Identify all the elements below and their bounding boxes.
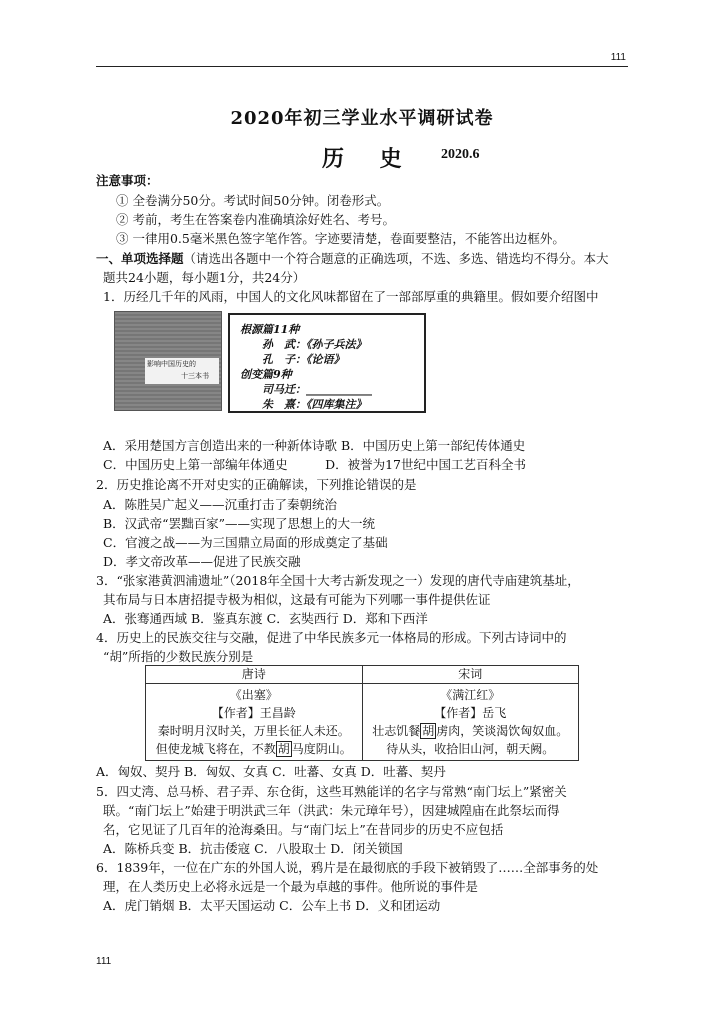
poem-cell-song bbox=[362, 684, 579, 761]
poem-author: 【作者】岳飞 bbox=[434, 706, 507, 720]
card-line: 孙 武：《孙子兵法》 bbox=[262, 338, 367, 351]
q2-option: A．陈胜吴广起义——沉重打击了秦朝统治 bbox=[103, 497, 338, 512]
q1-options: A．采用楚国方言创造出来的一种新体诗歌 B．中国历史上第一部纪传体通史 bbox=[103, 438, 526, 453]
q3-options: A．张骞通西域 B．鉴真东渡 C．玄奘西行 D．郑和下西洋 bbox=[103, 611, 428, 626]
poem-line bbox=[363, 722, 579, 740]
exam-title: 2020年初三学业水平调研试卷 bbox=[230, 108, 494, 129]
card-line: 司马迁：____________ bbox=[262, 383, 372, 396]
q6-stem: 6．1839年，一位在广东的外国人说，鸦片是在最彻底的手段下被销毁了……全部事务的处 bbox=[96, 860, 599, 875]
page-number-top: 111 bbox=[610, 52, 626, 63]
book-title-line1: 影响中国历史的 bbox=[147, 360, 196, 368]
q3-stem: 3．“张家港黄泗浦遗址”（2018年全国十大考古新发现之一）发现的唐代寺庙建筑基址， bbox=[96, 573, 580, 588]
q2-option: B．汉武帝“罢黜百家”——实现了思想上的大一统 bbox=[103, 516, 375, 531]
poem-line bbox=[146, 740, 362, 758]
poem-table bbox=[145, 665, 579, 761]
q6-options: A．虎门销烟 B．太平天国运动 C．公车上书 D．义和团运动 bbox=[103, 898, 441, 913]
boxed-character: 胡 bbox=[277, 742, 290, 756]
poem-text: 虏肉，笑谈渴饮匈奴血。 bbox=[436, 724, 569, 738]
card-line: 根源篇11种 bbox=[240, 323, 300, 336]
q2-option: C．官渡之战——为三国鼎立局面的形成奠定了基础 bbox=[103, 535, 388, 550]
q4-stem: “胡”所指的少数民族分别是 bbox=[103, 649, 254, 664]
note-item: ③ 一律用0.5毫米黑色签字笔作答。字迹要清楚，卷面要整洁，不能答出边框外。 bbox=[116, 231, 565, 246]
section-intro-text: （请选出各题中一个符合题意的正确选项，不选、多选、错选均不得分。本大 bbox=[183, 251, 609, 266]
section-intro bbox=[96, 250, 609, 268]
poem-line: 待从头，收拾旧山河，朝天阙。 bbox=[386, 742, 555, 756]
q4-options: A．匈奴、契丹 B．匈奴、女真 C．吐蕃、女真 D．吐蕃、契丹 bbox=[96, 764, 446, 779]
q6-stem: 理，在人类历史上必将永远是一个最为卓越的事件。他所说的事件是 bbox=[103, 879, 479, 894]
boxed-character: 胡 bbox=[422, 724, 435, 738]
page-number-bottom: 111 bbox=[96, 956, 112, 967]
q5-options: A．陈桥兵变 B．抗击倭寇 C．八股取士 D．闭关锁国 bbox=[103, 841, 403, 856]
book-cover-image bbox=[114, 311, 222, 411]
poem-line: 秦时明月汉时关，万里长征人未还。 bbox=[157, 724, 350, 738]
q5-stem: 联。“南门坛上”始建于明洪武三年（洪武：朱元璋年号），因建城隍庙在此祭坛而得 bbox=[103, 803, 560, 818]
book-list-card bbox=[228, 313, 426, 413]
notes-heading: 注意事项： bbox=[96, 173, 159, 188]
note-item: ① 全卷满分50分。考试时间50分钟。闭卷形式。 bbox=[116, 193, 390, 208]
table-header: 宋词 bbox=[362, 666, 579, 684]
section-heading: 一、单项选择题 bbox=[96, 251, 184, 266]
q5-stem: 5．四丈湾、总马桥、君子弄、东仓街，这些耳熟能详的名字与常熟“南门坛上”紧密关 bbox=[96, 784, 567, 799]
poem-title: 《满江红》 bbox=[440, 688, 501, 702]
exam-date: 2020.6 bbox=[441, 147, 480, 162]
q4-stem: 4．历史上的民族交往与交融，促进了中华民族多元一体格局的形成。下列古诗词中的 bbox=[96, 630, 567, 645]
q3-stem: 其布局与日本唐招提寺极为相似，这最有可能为下列哪一事件提供佐证 bbox=[103, 592, 491, 607]
q2-option: D．孝文帝改革——促进了民族交融 bbox=[103, 554, 301, 569]
table-header: 唐诗 bbox=[146, 666, 363, 684]
card-line: 孔 子：《论语》 bbox=[262, 353, 345, 366]
poem-text: 壮志饥餐 bbox=[372, 724, 421, 738]
note-item: ② 考前，考生在答案卷内准确填涂好姓名、考号。 bbox=[116, 212, 395, 227]
poem-author: 【作者】王昌龄 bbox=[211, 706, 296, 720]
header-rule bbox=[96, 66, 628, 67]
q1-stem: 1．历经几千年的风雨，中国人的文化风味都留在了一部部厚重的典籍里。假如要介绍图中 bbox=[103, 289, 599, 304]
poem-text: 马度阴山。 bbox=[291, 742, 352, 756]
book-title-line2: 十三本书 bbox=[181, 372, 209, 380]
card-line: 朱 熹：《四库集注》 bbox=[262, 398, 367, 411]
q1-figure bbox=[108, 309, 426, 415]
poem-title: 《出塞》 bbox=[229, 688, 278, 702]
poem-text: 但使龙城飞将在，不教 bbox=[155, 742, 276, 756]
section-intro-line2: 题共24小题，每小题1分，共24分） bbox=[103, 270, 306, 285]
q1-options: C．中国历史上第一部编年体通史 D．被誉为17世纪中国工艺百科全书 bbox=[103, 457, 526, 472]
poem-cell-tang bbox=[146, 684, 363, 761]
subject-title: 历 史 bbox=[322, 146, 416, 172]
card-line: 创变篇9种 bbox=[240, 368, 292, 381]
q5-stem: 名，它见证了几百年的沧海桑田。与“南门坛上”在昔同步的历史不应包括 bbox=[103, 822, 504, 837]
q2-stem: 2．历史推论离不开对史实的正确解读，下列推论错误的是 bbox=[96, 477, 417, 492]
